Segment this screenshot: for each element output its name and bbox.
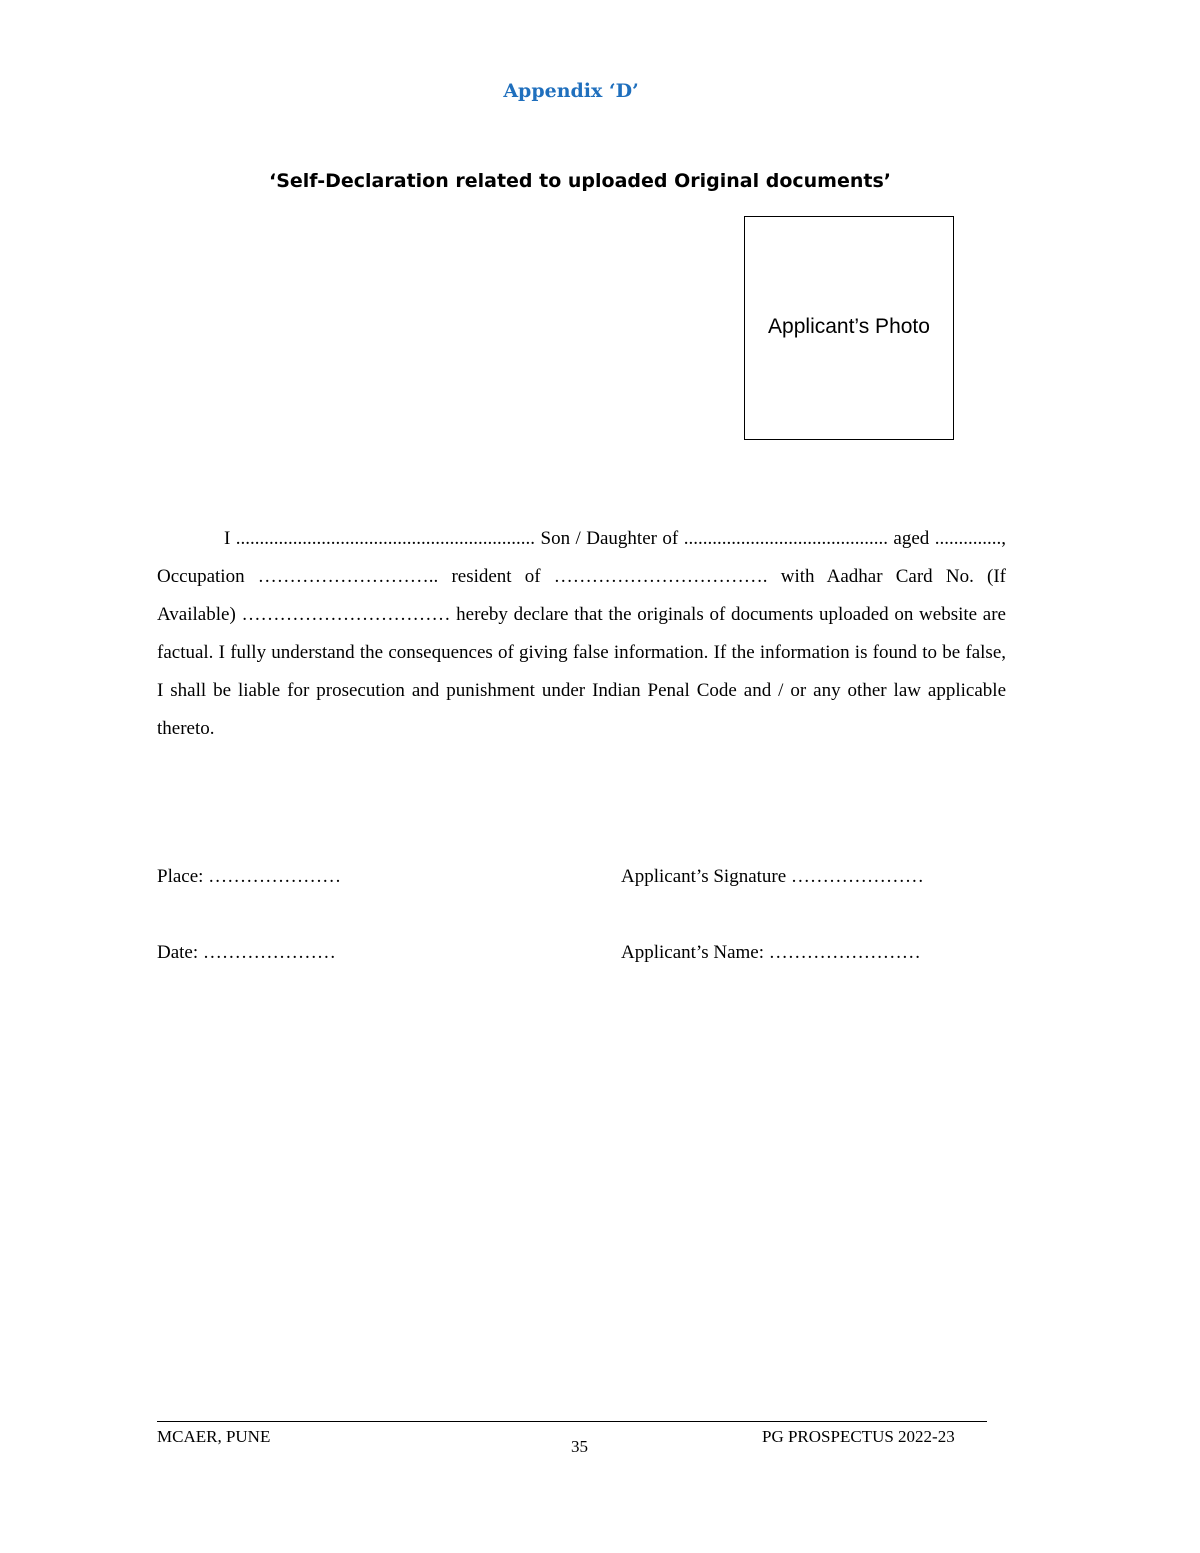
name-line: Applicant’s Name: …………………… — [621, 942, 921, 963]
place-line: Place: ………………… — [157, 866, 342, 887]
declaration-text: I ............................................................... Son / Daughter of ........................................... aged .............., Occupation ……………………….. resident of ……………………………. with Aadhar Card No. (If Available) …………………………… hereby declare that the originals of documents uploaded on website are factual. I fully understand the consequences of giving false information. If the information is found to be false, I shall be liable for prosecution and punishment under Indian Penal Code and / or any other law applicable thereto. — [157, 528, 1006, 739]
photo-box-label: Applicant’s Photo — [768, 315, 930, 338]
declaration-paragraph — [157, 520, 1006, 748]
applicant-photo-box — [744, 216, 954, 440]
footer-divider — [157, 1421, 987, 1422]
footer-publication: PG PROSPECTUS 2022-23 — [762, 1427, 955, 1446]
appendix-heading: Appendix ‘D’ — [503, 80, 639, 102]
signature-line: Applicant’s Signature ………………… — [621, 866, 924, 887]
date-line: Date: ………………… — [157, 942, 336, 963]
document-title: ‘Self-Declaration related to uploaded Original documents’ — [269, 170, 891, 192]
footer-institution: MCAER, PUNE — [157, 1427, 271, 1446]
page-number: 35 — [571, 1437, 588, 1456]
